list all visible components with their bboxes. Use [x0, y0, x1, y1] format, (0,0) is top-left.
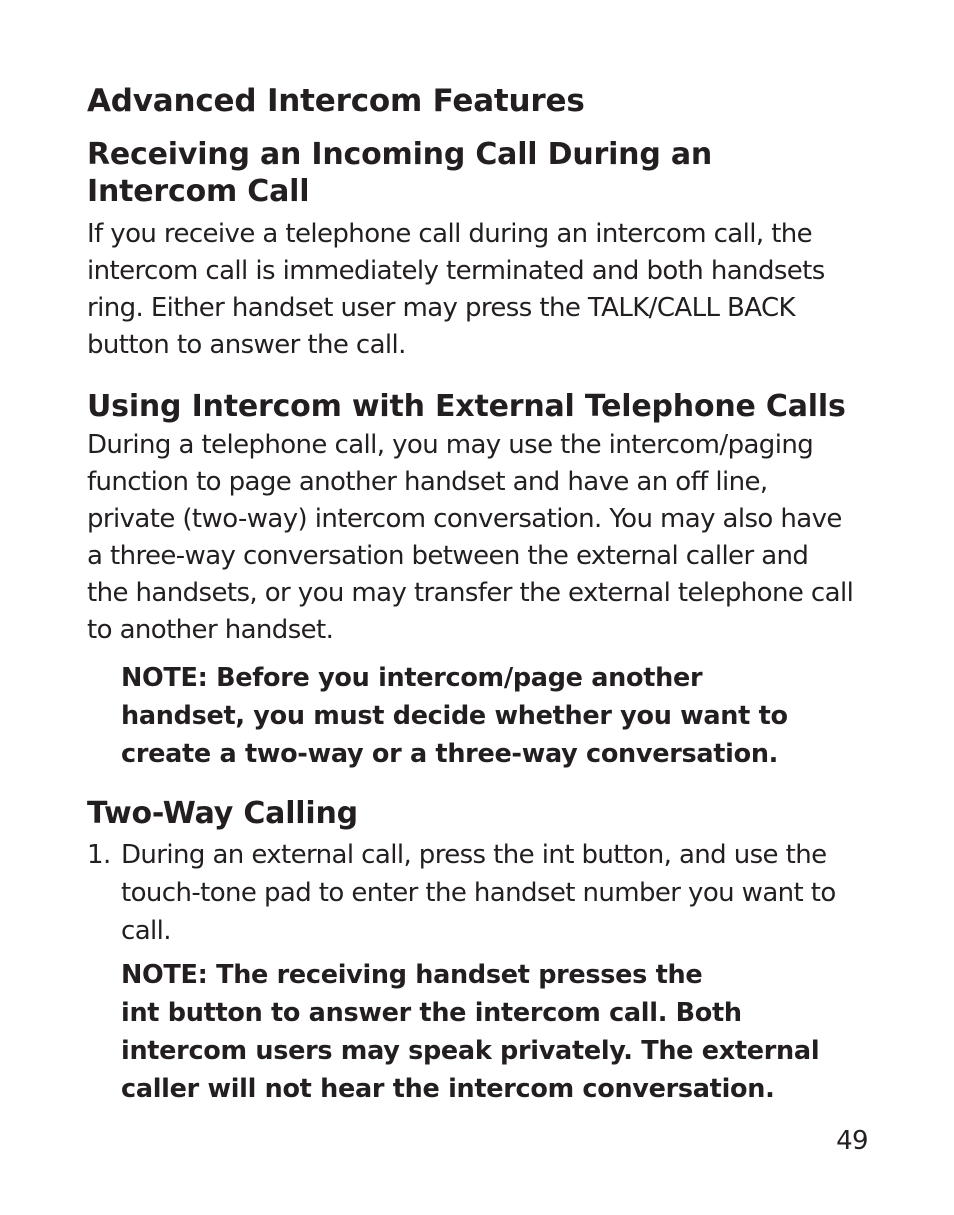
page-number: 49 — [836, 1126, 868, 1156]
external-calls-line: to another handset. — [87, 615, 334, 645]
incoming-call-line: button to answer the call. — [87, 330, 406, 360]
note-line: NOTE: The receiving handset presses the — [121, 960, 703, 990]
two-way-title: Two-Way Calling — [87, 796, 358, 831]
external-calls-line: private (two-way) intercom conversation. You may also have — [87, 504, 842, 534]
list-number: 1. — [87, 840, 111, 870]
section-title: Advanced Intercom Features — [87, 83, 585, 119]
two-way-note — [87, 956, 877, 1108]
note-line: NOTE: Before you intercom/page another — [121, 663, 703, 693]
external-calls-body — [87, 427, 877, 649]
incoming-call-title-line2: Intercom Call — [87, 174, 310, 209]
external-calls-line: During a telephone call, you may use the intercom/paging — [87, 430, 814, 460]
external-calls-title: Using Intercom with External Telephone Calls — [87, 389, 846, 424]
external-calls-note — [87, 659, 877, 773]
note-line: int button to answer the intercom call. Both — [121, 998, 742, 1028]
manual-page — [87, 82, 877, 1108]
list-line: call. — [121, 916, 171, 946]
incoming-call-title-line1: Receiving an Incoming Call During an — [87, 137, 713, 172]
external-calls-line: the handsets, or you may transfer the external telephone call — [87, 578, 854, 608]
incoming-call-line: If you receive a telephone call during an intercom call, the — [87, 219, 813, 249]
list-line: During an external call, press the int button, and use the — [121, 840, 827, 870]
list-item — [87, 836, 877, 950]
incoming-call-body — [87, 216, 877, 364]
note-line: create a two-way or a three-way conversation. — [121, 739, 779, 769]
list-text — [121, 836, 836, 950]
incoming-call-line: intercom call is immediately terminated and both handsets — [87, 256, 825, 286]
note-line: handset, you must decide whether you want to — [121, 701, 788, 731]
incoming-call-title — [87, 136, 877, 210]
external-calls-line: function to page another handset and have an off line, — [87, 467, 768, 497]
note-line: intercom users may speak privately. The external — [121, 1036, 820, 1066]
incoming-call-line: ring. Either handset user may press the TALK/CALL BACK — [87, 293, 795, 323]
list-line: touch-tone pad to enter the handset number you want to — [121, 878, 836, 908]
note-line: caller will not hear the intercom conversation. — [121, 1074, 775, 1104]
external-calls-line: a three-way conversation between the external caller and — [87, 541, 809, 571]
